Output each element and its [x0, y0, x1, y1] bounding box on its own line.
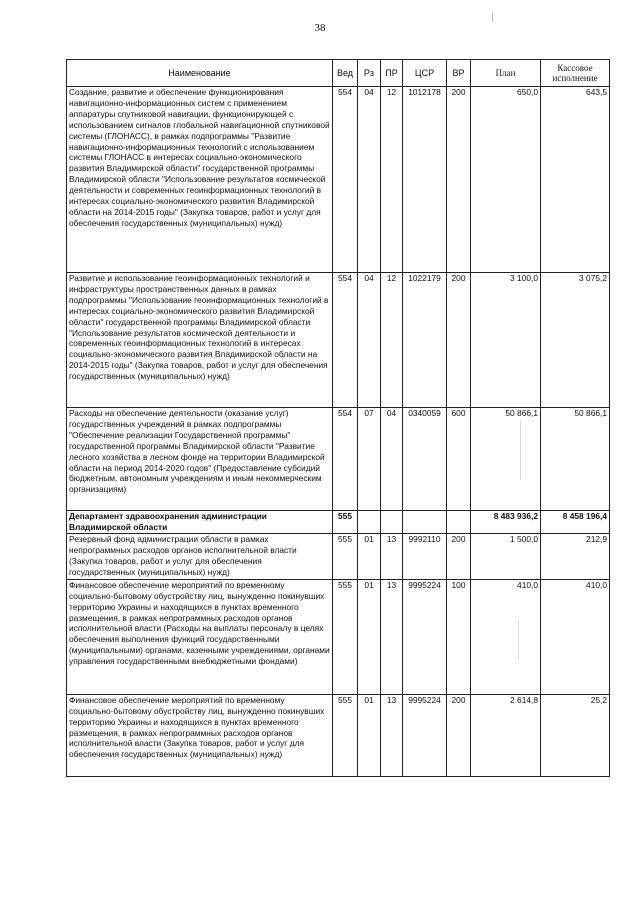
- row-name: Финансовое обеспечение мероприятий по временному социально-бытовому обустройству лиц, вынужденно покинувших территорию Украины и находящихся в пунктах временного размещения, в рамках непрограммных расходов органов исполнительной власти (Закупка товаров, работ и услуг для обеспечения государственных (муниципальных) нужд): [67, 694, 333, 776]
- row-plan: 50 866,1: [471, 408, 541, 511]
- header-pr: ПР: [381, 60, 403, 87]
- header-ved: Вед: [333, 60, 358, 87]
- row-vr: 200: [447, 87, 471, 273]
- table-row: [67, 408, 610, 511]
- header-vr: ВР: [447, 60, 471, 87]
- row-rz: [358, 511, 381, 534]
- row-pr: 13: [381, 694, 403, 776]
- row-rz: 01: [358, 579, 381, 694]
- scan-mark: [520, 420, 521, 480]
- row-plan: 410,0: [471, 579, 541, 694]
- budget-table: [66, 59, 610, 777]
- header-csr: ЦСР: [403, 60, 447, 87]
- row-rz: 04: [358, 87, 381, 273]
- row-vr: 200: [447, 273, 471, 408]
- row-plan: 1 500,0: [471, 533, 541, 579]
- row-ved: 554: [333, 408, 358, 511]
- row-vr: [447, 511, 471, 534]
- table-row: [67, 533, 610, 579]
- row-csr: 9995224: [403, 579, 447, 694]
- row-csr: 9992110: [403, 533, 447, 579]
- row-kas: 410,0: [541, 579, 610, 694]
- row-name: Резервный фонд администрации области в рамках непрограммных расходов органов исполнительной власти (Закупка товаров, работ и услуг для обеспечения государственных (муниципальных) нужд): [67, 533, 333, 579]
- row-rz: 04: [358, 273, 381, 408]
- row-plan: 8 483 936,2: [471, 511, 541, 534]
- scan-mark: [492, 12, 493, 22]
- row-pr: 13: [381, 533, 403, 579]
- row-vr: 200: [447, 694, 471, 776]
- row-pr: [381, 511, 403, 534]
- row-kas: 50 866,1: [541, 408, 610, 511]
- row-ved: 555: [333, 694, 358, 776]
- table-row: [67, 694, 610, 776]
- row-pr: 12: [381, 87, 403, 273]
- row-csr: [403, 511, 447, 534]
- row-name: Создание, развитие и обеспечение функционирования навигационно-информационных систем с применением аппаратуры спутниковой навигации, функционирующей с использованием сигналов глобальной навигационной спутниковой системы (ГЛОНАСС), в рамках подпрограммы "Развитие навигационно-информационных технологий с использованием системы ГЛОНАСС в интересах социально-экономического развития Владимирской области" государственной программы Владимирской области "Использование результатов космической деятельности и современных геоинформационных технологий в интересах социально-экономического развития Владимирской области на 2014-2015 годы" (Закупка товаров, работ и услуг для обеспечения государственных (муниципальных) нужд): [67, 87, 333, 273]
- row-csr: 1022179: [403, 273, 447, 408]
- table-row: [67, 87, 610, 273]
- table-row-section: [67, 511, 610, 534]
- header-plan: План: [471, 60, 541, 87]
- row-ved: 555: [333, 511, 358, 534]
- row-csr: 0340059: [403, 408, 447, 511]
- row-name: Финансовое обеспечение мероприятий по временному социально-бытовому обустройству лиц, вынужденно покинувших территорию Украины и находящихся в пунктах временного размещения, в рамках непрограммных расходов органов исполнительной власти (Расходы на выплаты персоналу в целях обеспечения выполнения функций государственными (муниципальными) органами, казенными учреждениями, органами управления государственными внебюджетными фондами): [67, 579, 333, 694]
- row-ved: 554: [333, 273, 358, 408]
- row-name: Расходы на обеспечение деятельности (оказание услуг) государственных учреждений в рамках подпрограммы "Обеспечение реализации Государственной программы" государственной программы Владимирской области "Развитие лесного хозяйства в лесном фонде на территории Владимирской области на период 2014-2020 годов" (Предоставление субсидий бюджетным, автономным учреждениям и иным некоммерческим организациям): [67, 408, 333, 511]
- row-plan: 2 614,8: [471, 694, 541, 776]
- table-row: [67, 273, 610, 408]
- row-ved: 555: [333, 533, 358, 579]
- row-kas: 25,2: [541, 694, 610, 776]
- row-ved: 554: [333, 87, 358, 273]
- table-row: [67, 579, 610, 694]
- row-vr: 200: [447, 533, 471, 579]
- row-pr: 13: [381, 579, 403, 694]
- row-rz: 01: [358, 533, 381, 579]
- row-kas: 643,5: [541, 87, 610, 273]
- table-header: [67, 60, 610, 87]
- row-csr: 1012178: [403, 87, 447, 273]
- row-ved: 555: [333, 579, 358, 694]
- row-pr: 04: [381, 408, 403, 511]
- row-plan: 650,0: [471, 87, 541, 273]
- row-csr: 9995224: [403, 694, 447, 776]
- header-rz: Рз: [358, 60, 381, 87]
- row-rz: 01: [358, 694, 381, 776]
- row-vr: 600: [447, 408, 471, 511]
- page-number: 38: [314, 22, 326, 34]
- row-name: Развитие и использование геоинформационных технологий и инфраструктуры пространственных данных в рамках подпрограммы "Использование геоинформационных технологий в интересах социально-экономического развития Владимирской области" государственной программы Владимирской области "Использование результатов космической деятельности и современных геоинформационных технологий в интересах социально-экономического развития Владимирской области на 2014-2015 годы" (Закупка товаров, работ и услуг для обеспечения государственных (муниципальных) нужд): [67, 273, 333, 408]
- row-pr: 12: [381, 273, 403, 408]
- scan-mark: [518, 620, 519, 660]
- row-name: Департамент здравоохранения администрации Владимирской области: [67, 511, 333, 534]
- row-rz: 07: [358, 408, 381, 511]
- row-kas: 3 075,2: [541, 273, 610, 408]
- header-kas: Кассовое исполнение: [541, 60, 610, 87]
- row-plan: 3 100,0: [471, 273, 541, 408]
- row-vr: 100: [447, 579, 471, 694]
- row-kas: 212,9: [541, 533, 610, 579]
- header-name: Наименование: [67, 60, 333, 87]
- row-kas: 8 458 196,4: [541, 511, 610, 534]
